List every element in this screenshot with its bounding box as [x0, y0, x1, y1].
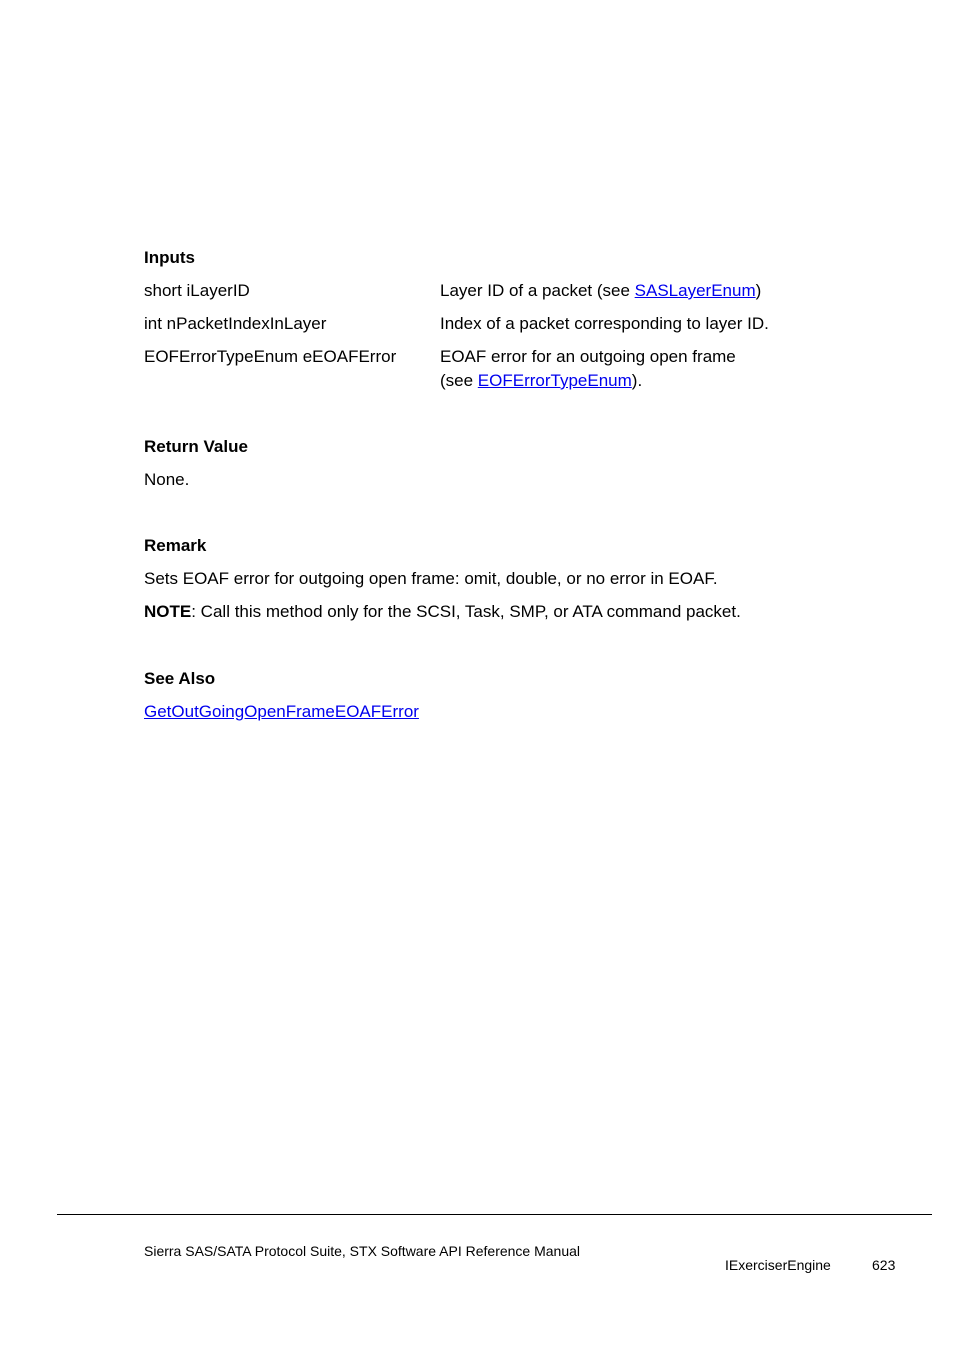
desc-prefix: Layer ID of a packet (see — [440, 281, 635, 300]
see-also-item — [144, 700, 419, 724]
param-ilayerid: short iLayerID — [144, 281, 250, 300]
eoferrortypeenum-link[interactable]: EOFErrorTypeEnum — [477, 371, 632, 390]
remark-heading: Remark — [144, 536, 207, 555]
desc-prefix: (see — [440, 371, 478, 390]
return-value-text: None. — [144, 470, 190, 489]
param-eeoaferror: EOFErrorTypeEnum eEOAFError — [144, 347, 397, 366]
footer-page-number: 623 — [872, 1257, 896, 1273]
remark-note — [144, 600, 741, 624]
desc-suffix: ) — [755, 281, 762, 300]
param-eeoaferror-description-line1: EOAF error for an outgoing open frame — [440, 347, 736, 366]
see-also-heading: See Also — [144, 669, 216, 688]
footer-divider — [57, 1214, 932, 1215]
param-eeoaferror-description-line2 — [440, 369, 642, 393]
note-label: NOTE — [144, 602, 192, 621]
saslayerenum-link[interactable]: SASLayerEnum — [634, 281, 756, 300]
return-value-heading: Return Value — [144, 437, 248, 456]
note-text: : Call this method only for the SCSI, Task, SMP, or ATA command packet. — [191, 602, 741, 621]
desc-suffix: ). — [631, 371, 643, 390]
remark-text: Sets EOAF error for outgoing open frame: omit, double, or no error in EOAF. — [144, 569, 718, 588]
param-ilayerid-description — [440, 279, 761, 303]
param-npacketindexinlayer-description: Index of a packet corresponding to layer ID. — [440, 314, 769, 333]
getoutgoingopenframeeoaferror-link[interactable]: GetOutGoingOpenFrameEOAFError — [144, 702, 419, 721]
footer-section-name: IExerciserEngine — [725, 1257, 831, 1273]
param-npacketindexinlayer: int nPacketIndexInLayer — [144, 314, 327, 333]
inputs-heading: Inputs — [144, 248, 195, 267]
footer-manual-title: Sierra SAS/SATA Protocol Suite, STX Software API Reference Manual — [144, 1243, 581, 1259]
